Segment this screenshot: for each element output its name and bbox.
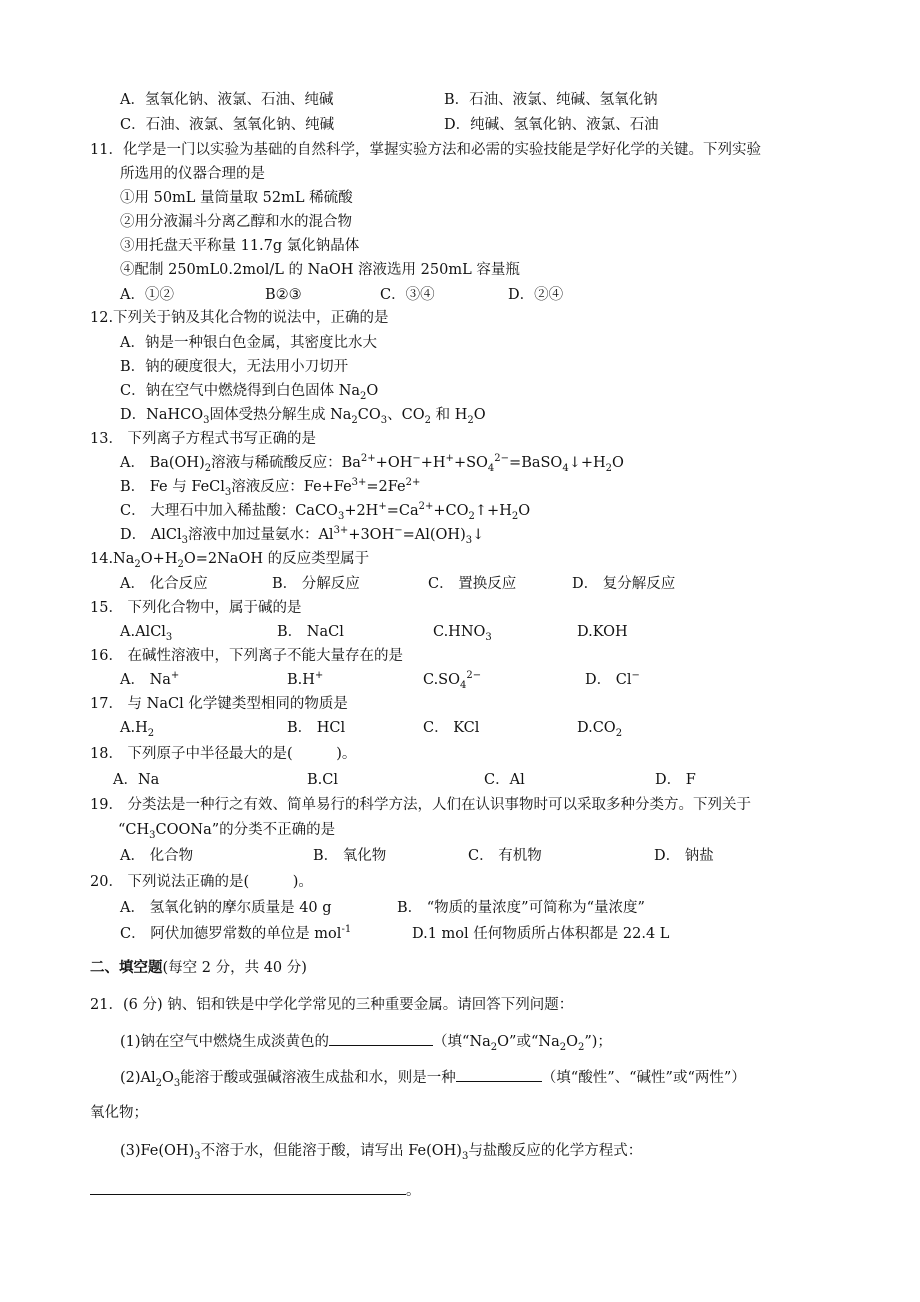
q10-option-c: C．石油、液氯、氢氧化钠、纯碱 — [120, 117, 335, 133]
q11-option-a: A．①② — [120, 287, 174, 303]
q13-option-c: C． 大理石中加入稀盐酸：$CaCO_3+2H^+=Ca^{2+}+CO_2↑+H_2O$ — [120, 501, 531, 522]
q11-stem-line1: 11．化学是一门以实验为基础的自然科学，掌握实验方法和必需的实验技能是学好化学的关键。下列实验 — [90, 142, 761, 158]
q13-option-b: B． Fe 与 FeCl$_3$溶液反应：$Fe+Fe^{3+}=2Fe^{2+}$ — [120, 477, 421, 498]
q17-stem: 17． 与 NaCl 化学键类型相同的物质是 — [90, 696, 348, 712]
q21-part-2-cont: 氧化物； — [90, 1105, 148, 1121]
q11-option-b: B②③ — [265, 287, 302, 303]
q19-option-b: B． 氧化物 — [313, 848, 387, 864]
section-2-note: (每空 2 分，共 40 分) — [162, 960, 307, 976]
q15-stem: 15． 下列化合物中，属于碱的是 — [90, 600, 302, 616]
q13-option-a: A． $Ba(OH)_2$溶液与稀硫酸反应：$Ba^{2+}+OH^-+H^++SO_4^{2-}=BaSO_4↓+H_2O$ — [120, 453, 624, 474]
q12-stem: 12.下列关于钠及其化合物的说法中，正确的是 — [90, 310, 389, 326]
q19-stem-line2: “$CH_3COONa$”的分类不正确的是 — [118, 822, 336, 841]
q20-option-c: C． 阿伏加德罗常数的单位是 mol$^{-1}$ — [120, 924, 352, 942]
q17-option-d: $D.CO_2$ — [577, 720, 623, 739]
answer-blank-1[interactable] — [329, 1031, 433, 1046]
q19-option-a: A． 化合物 — [120, 848, 194, 864]
q11-option-d: D．②④ — [508, 287, 564, 303]
q20-option-a: A． 氢氧化钠的摩尔质量是 40 g — [120, 900, 332, 916]
q11-item-2: ②用分液漏斗分离乙醇和水的混合物 — [120, 214, 352, 230]
q10-option-a: A．氢氧化钠、液氯、石油、纯碱 — [120, 92, 334, 108]
q17-option-b: B． HCl — [287, 720, 346, 736]
q12-option-c: C．钠在空气中燃烧得到白色固体 $Na_2O$ — [120, 383, 379, 402]
q20-option-d: D.1 mol 任何物质所占体积都是 22.4 L — [412, 926, 670, 942]
q21-part-3-answer-line: 。 — [90, 1180, 421, 1201]
q19-option-d: D． 钠盐 — [654, 848, 714, 864]
q12-option-d: D．NaHCO$_3$固体受热分解生成 $Na_2CO_3$、$CO_2$ 和 $H_2O$ — [120, 407, 486, 426]
q10-option-d: D．纯碱、氢氧化钠、液氯、石油 — [444, 117, 659, 133]
q13-stem: 13． 下列离子方程式书写正确的是 — [90, 431, 317, 447]
q19-stem-line1: 19． 分类法是一种行之有效、简单易行的科学方法，人们在认识事物时可以采取多种分类方。下列关于 — [90, 797, 752, 813]
q21-part-1: (1)钠在空气中燃烧生成淡黄色的 （填“$Na_2O$”或“$Na_2O_2$”)； — [120, 1031, 612, 1052]
section-2-title: 二、填空题 — [90, 959, 163, 976]
q18-option-c: C．Al — [484, 772, 525, 788]
q20-option-b: B． “物质的量浓度”可简称为“量浓度” — [397, 900, 645, 916]
q14-option-a: A． 化合反应 — [120, 576, 208, 592]
q11-stem-line2: 所选用的仪器合理的是 — [120, 166, 265, 182]
q14-option-d: D． 复分解反应 — [572, 576, 676, 592]
q17-option-c: C． KCl — [423, 720, 480, 736]
q18-option-d: D． F — [655, 772, 696, 788]
q20-stem: 20． 下列说法正确的是( )。 — [90, 874, 313, 890]
q18-stem: 18． 下列原子中半径最大的是( )。 — [90, 746, 357, 762]
q14-stem: $14.Na_2O+H_2O=2NaOH$ 的反应类型属于 — [90, 551, 370, 570]
q15-option-a: A.AlCl$_3$ — [120, 624, 173, 643]
section-2-header — [90, 958, 307, 978]
q19-option-c: C． 有机物 — [468, 848, 542, 864]
q12-option-b: B．钠的硬度很大，无法用小刀切开 — [120, 359, 349, 375]
q11-option-c: C．③④ — [380, 287, 435, 303]
q16-option-a: A． Na+ — [120, 670, 180, 688]
q15-option-b: B． NaCl — [277, 624, 344, 640]
q18-option-b: B.Cl — [307, 772, 338, 788]
q21-part-2: $(2)Al_2O_3$能溶于酸或强碱溶液生成盐和水，则是一种 （填“酸性”、“碱性”或“两性”） — [120, 1067, 746, 1088]
q11-item-1: ①用 50mL 量筒量取 52mL 稀硫酸 — [120, 190, 353, 206]
q10-option-b: B．石油、液氯、纯碱、氢氧化钠 — [444, 92, 658, 108]
q13-option-d: D． AlCl$_3$溶液中加过量氨水：$Al^{3+}+3OH^-=Al(OH)_3↓$ — [120, 525, 485, 546]
q21-part-3: $(3)Fe(OH)_3$不溶于水，但能溶于酸，请写出 $Fe(OH)_3$与盐酸反应的化学方程式： — [120, 1143, 643, 1162]
q16-stem: 16． 在碱性溶液中，下列离子不能大量存在的是 — [90, 648, 404, 664]
q14-option-c: C． 置换反应 — [428, 576, 517, 592]
q16-option-d: D． Cl− — [585, 670, 640, 688]
q11-item-3: ③用托盘天平称量 11.7g 氯化钠晶体 — [120, 238, 360, 254]
q11-item-4: ④配制 250mL0.2mol/L 的 NaOH 溶液选用 250mL 容量瓶 — [120, 262, 520, 278]
q12-option-a: A．钠是一种银白色金属，其密度比水大 — [120, 335, 377, 351]
q15-option-c: $C.HNO_3$ — [433, 624, 492, 643]
q18-option-a: A．Na — [113, 772, 160, 788]
answer-blank-2[interactable] — [456, 1067, 542, 1082]
q17-option-a: $A.H_2$ — [120, 720, 155, 739]
q16-option-c: $C.SO_4^{2-}$ — [423, 670, 482, 691]
answer-blank-3[interactable] — [90, 1180, 406, 1195]
q15-option-d: D.KOH — [577, 624, 628, 640]
q14-option-b: B． 分解反应 — [272, 576, 360, 592]
q21-stem: 21．(6 分) 钠、铝和铁是中学化学常见的三种重要金属。请回答下列问题： — [90, 997, 574, 1013]
q16-option-b: B.H+ — [287, 670, 324, 688]
